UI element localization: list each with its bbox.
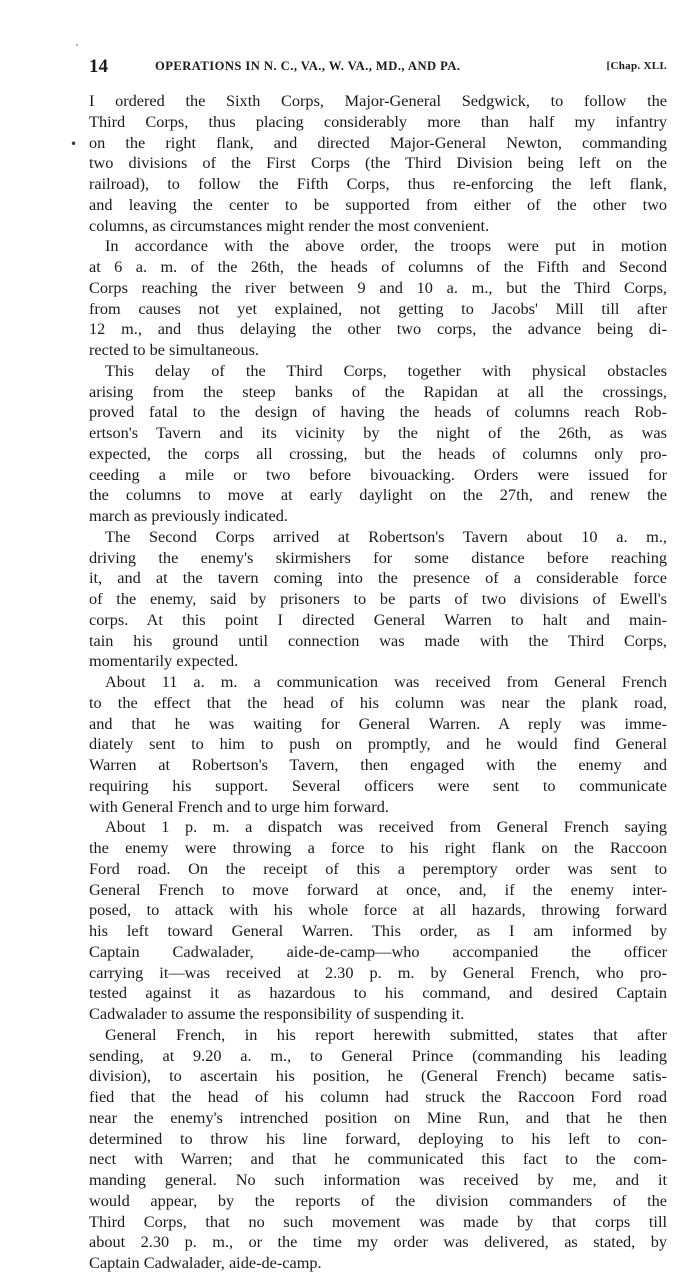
text-line: expected, the corps all crossing, but the heads of columns only pro- (89, 443, 667, 463)
page-number: 14 (89, 56, 108, 77)
paragraph (89, 361, 667, 527)
text-line: manding general. No such information was received by me, and it (89, 1170, 667, 1189)
chapter-label: [Chap. XLI. (606, 60, 667, 72)
text-line: momentarily expected. (89, 651, 239, 671)
text-line: carrying it—was received at 2.30 p. m. by General French, who pro- (89, 962, 667, 982)
text-line: fied that the head of his column had struck the Raccoon Ford road (89, 1087, 667, 1106)
text-line: Ford road. On the receipt of this a peremptory order was sent to (89, 858, 667, 878)
text-line: sending, at 9.20 a. m., to General Prince (commanding his leading (89, 1045, 667, 1065)
text-line: and leaving the center to be supported from either of the other two (89, 194, 667, 214)
text-line: of the enemy, said by prisoners to be parts of two divisions of Ewell's (89, 589, 667, 608)
text-line: 12 m., and thus delaying the other two corps, the advance being di- (89, 319, 667, 339)
text-line: Third Corps, thus placing considerably more than half my infantry (89, 111, 667, 131)
text-line: proved fatal to the design of having the heads of columns reach Rob- (89, 402, 667, 422)
paragraph (89, 527, 667, 672)
text-line: columns, as circumstances might render the most convenient. (89, 215, 490, 235)
text-line: posed, to attack with his whole force at all hazards, throwing forward (89, 900, 667, 920)
text-line: General French to move forward at once, and, if the enemy inter- (89, 879, 667, 899)
scan-speck (76, 44, 78, 46)
paragraph (89, 1025, 667, 1274)
text-line: corps. At this point I directed General Warren to halt and main- (89, 609, 667, 629)
running-title: OPERATIONS IN N. C., VA., W. VA., MD., AND PA. (155, 59, 461, 73)
text-line: This delay of the Third Corps, together with physical obstacles (105, 360, 667, 380)
text-line: on the right flank, and directed Major-General Newton, commanding (89, 132, 667, 152)
text-line: diately sent to him to push on promptly, and he would find General (89, 734, 667, 754)
text-line: About 1 p. m. a dispatch was received from General French saying (105, 817, 667, 837)
text-line: from causes not yet explained, not getting to Jacobs' Mill till after (89, 298, 667, 318)
margin-speck-mark: • (70, 137, 78, 151)
text-line: In accordance with the above order, the troops were put in motion (105, 236, 667, 256)
text-line: Captain Cadwalader, aide-de-camp—who accompanied the officer (89, 941, 667, 961)
text-line: About 11 a. m. a communication was received from General French (105, 672, 667, 691)
text-line: nect with Warren; and that he communicated this fact to the com- (89, 1149, 667, 1169)
text-line: march as previously indicated. (89, 506, 288, 525)
text-line: arising from the steep banks of the Rapidan at all the crossings, (89, 381, 667, 401)
text-line: Cadwalader to assume the responsibility of suspending it. (89, 1004, 465, 1023)
text-line: Captain Cadwalader, aide-de-camp. (89, 1253, 322, 1272)
text-line: railroad), to follow the Fifth Corps, thus re-enforcing the left flank, (89, 174, 667, 193)
text-line: and that he was waiting for General Warren. A reply was imme- (89, 713, 667, 733)
text-line: Corps reaching the river between 9 and 10 a. m., but the Third Corps, (89, 277, 667, 297)
paragraph (89, 236, 667, 361)
text-line: the columns to move at early daylight on the 27th, and renew the (89, 485, 667, 505)
text-line: ceeding a mile or two before bivouacking. Orders were issued for (89, 464, 667, 484)
text-line: about 2.30 p. m., or the time my order was delivered, as stated, by (89, 1232, 667, 1252)
text-line: determined to throw his line forward, deploying to his left to con- (89, 1128, 667, 1148)
paragraph (89, 672, 667, 817)
text-line: Warren at Robertson's Tavern, then engaged with the enemy and (89, 755, 667, 774)
text-line: tested against it as hazardous to his command, and desired Captain (89, 983, 667, 1003)
text-line: near the enemy's intrenched position on Mine Run, and that he then (89, 1107, 667, 1127)
text-line: driving the enemy's skirmishers for some distance before reaching (89, 547, 667, 567)
text-line: I ordered the Sixth Corps, Major-General Sedgwick, to follow the (89, 91, 667, 110)
paragraph (89, 817, 667, 1025)
text-line: it, and at the tavern coming into the presence of a considerable force (89, 568, 667, 588)
page-header (89, 56, 667, 78)
body-text (89, 91, 667, 1274)
text-line: to the effect that the head of his column was near the plank road, (89, 692, 667, 712)
text-line: two divisions of the First Corps (the Third Division being left on the (89, 153, 667, 173)
text-line: tain his ground until connection was made with the Third Corps, (89, 630, 667, 650)
text-line: the enemy were throwing a force to his right flank on the Raccoon (89, 838, 667, 857)
text-line: with General French and to urge him forward. (89, 796, 389, 816)
text-line: The Second Corps arrived at Robertson's Tavern about 10 a. m., (105, 526, 667, 546)
text-line: ertson's Tavern and its vicinity by the night of the 26th, as was (89, 423, 667, 442)
text-line: at 6 a. m. of the 26th, the heads of columns of the Fifth and Second (89, 257, 667, 276)
paragraph (89, 91, 667, 236)
text-line: his left toward General Warren. This order, as I am informed by (89, 921, 667, 940)
text-line: would appear, by the reports of the division commanders of the (89, 1190, 667, 1210)
text-line: requiring his support. Several officers were sent to communicate (89, 775, 667, 795)
text-line: Third Corps, that no such movement was made by that corps till (89, 1211, 667, 1231)
text-line: division), to ascertain his position, he (General French) became satis- (89, 1066, 667, 1086)
text-line: rected to be simultaneous. (89, 340, 259, 359)
text-line: General French, in his report herewith submitted, states that after (105, 1024, 667, 1044)
